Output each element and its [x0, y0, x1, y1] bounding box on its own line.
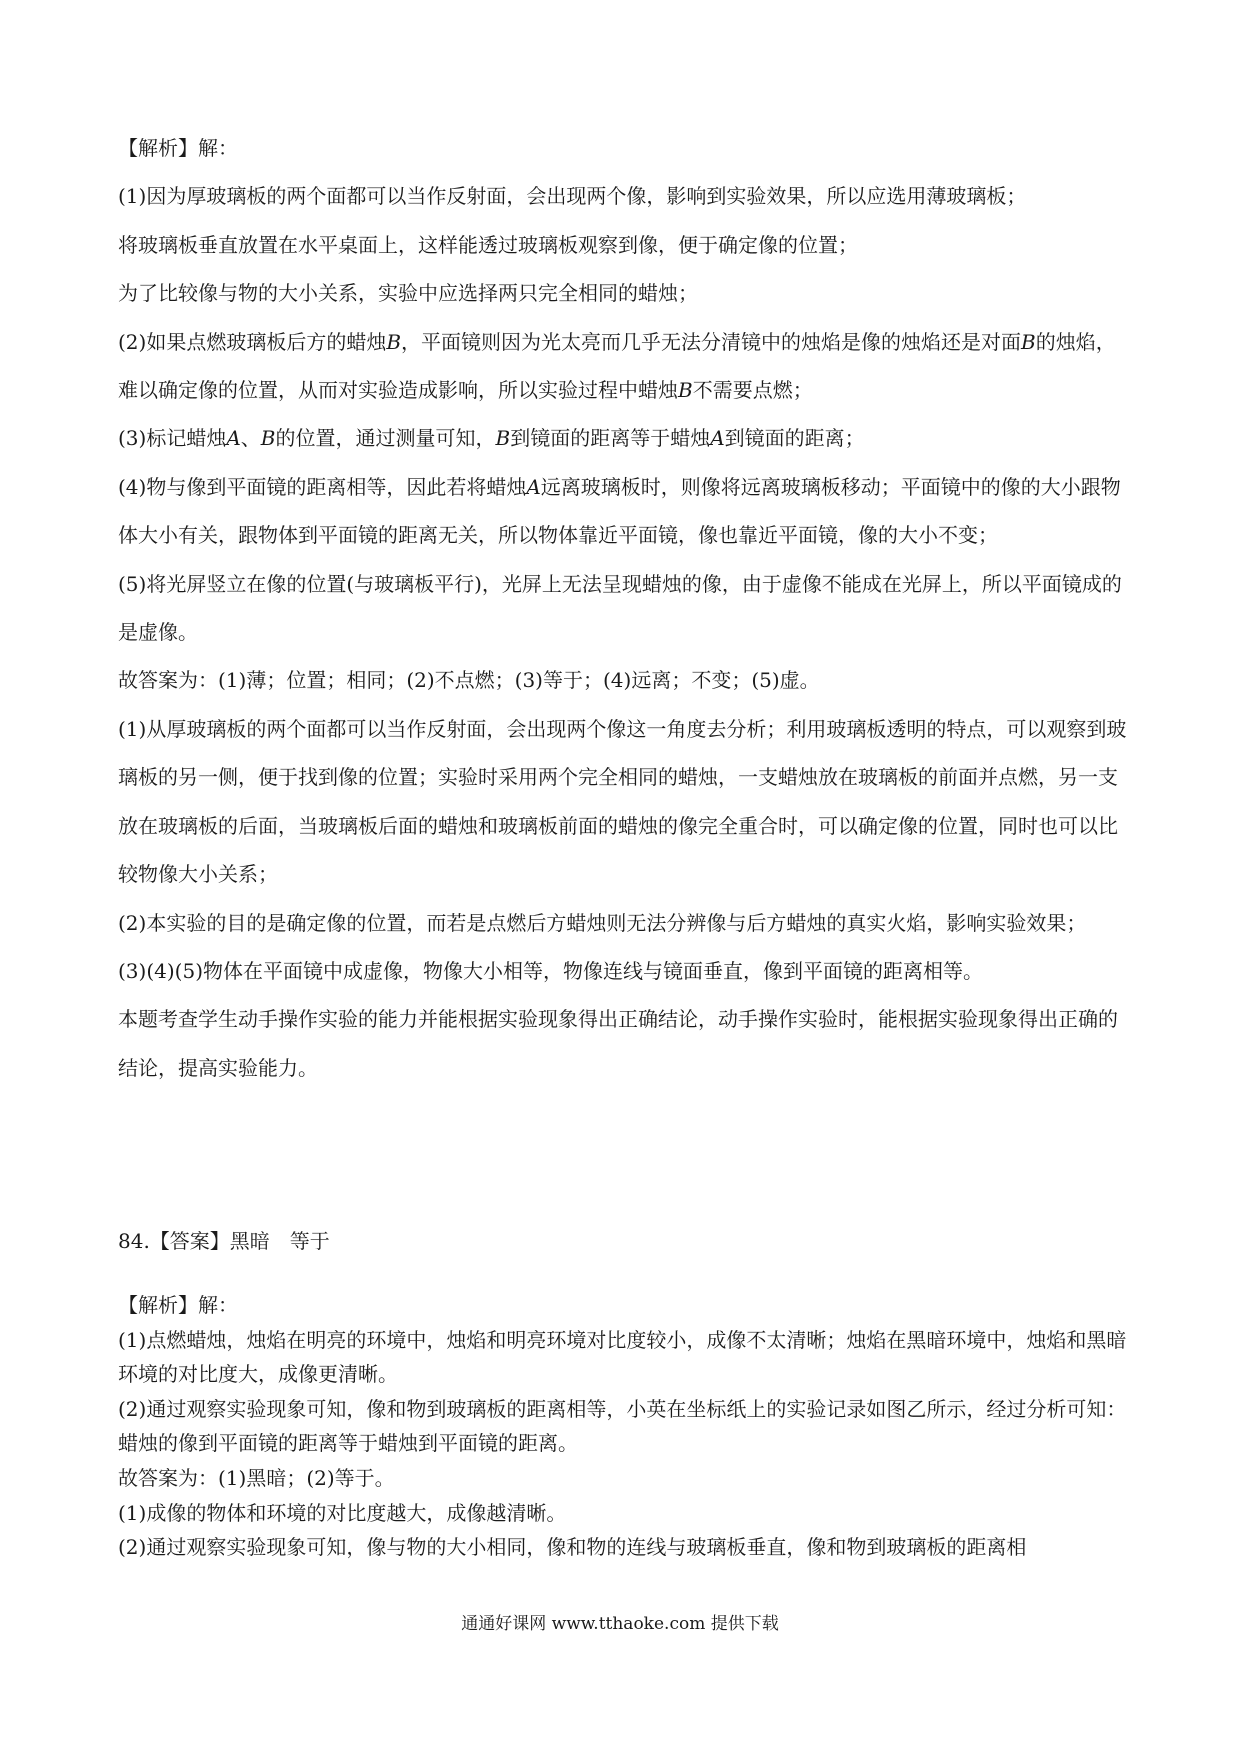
paragraph: (2)通过观察实验现象可知，像与物的大小相同，像和物的连线与玻璃板垂直，像和物到玻璃板的距离相 [118, 1535, 1027, 1560]
paragraph: (2)通过观察实验现象可知，像和物到玻璃板的距离相等，小英在坐标纸上的实验记录如图乙所示，经过分析可知：蜡烛的像到平面镜的距离等于蜡烛到平面镜的距离。 [118, 1396, 1127, 1456]
paragraph: 为了比较像与物的大小关系，实验中应选择两只完全相同的蜡烛； [118, 281, 698, 306]
paragraph: (1)因为厚玻璃板的两个面都可以当作反射面，会出现两个像，影响到实验效果，所以应选用薄玻璃板； [118, 184, 1027, 209]
paragraph: 将玻璃板垂直放置在水平桌面上，这样能透过玻璃板观察到像，便于确定像的位置； [118, 232, 858, 257]
paragraph: (4)物与像到平面镜的距离相等，因此若将蜡烛A远离玻璃板时，则像将远离玻璃板移动；平面镜中的像的大小跟物体大小有关，跟物体到平面镜的距离无关，所以物体靠近平面镜，像也靠近平面镜，像的大小不变； [118, 474, 1121, 548]
analysis-section-84 [118, 1288, 1128, 1565]
answer-84: 84.【答案】黑暗 等于 [118, 1229, 330, 1253]
paragraph: (5)将光屏竖立在像的位置(与玻璃板平行)，光屏上无法呈现蜡烛的像，由于虚像不能成在光屏上，所以平面镜成的是虚像。 [118, 571, 1122, 645]
answer-summary: 故答案为：(1)黑暗；(2)等于。 [118, 1465, 395, 1490]
page-footer: 通通好课网 www.tthaoke.com 提供下载 [461, 1614, 779, 1634]
paragraph: 本题考查学生动手操作实验的能力并能根据实验现象得出正确结论，动手操作实验时，能根据实验现象得出正确的结论，提高实验能力。 [118, 1007, 1118, 1080]
analysis-heading: 【解析】解： [118, 1293, 238, 1317]
analysis-heading: 【解析】解： [118, 136, 238, 160]
paragraph: (1)从厚玻璃板的两个面都可以当作反射面，会出现两个像这一角度去分析；利用玻璃板透明的特点，可以观察到玻璃板的另一侧，便于找到像的位置；实验时采用两个完全相同的蜡烛，一支蜡烛放在玻璃板的前面并点燃，另一支放在玻璃板的后面，当玻璃板后面的蜡烛和玻璃板前面的蜡烛的像完全重合时，可以确定像的位置，同时也可以比较物像大小关系； [118, 716, 1127, 887]
paragraph: (2)本实验的目的是确定像的位置，而若是点燃后方蜡烛则无法分辨像与后方蜡烛的真实火焰，影响实验效果； [118, 910, 1087, 935]
paragraph: (1)点燃蜡烛，烛焰在明亮的环境中，烛焰和明亮环境对比度较小，成像不太清晰；烛焰在黑暗环境中，烛焰和黑暗环境的对比度大，成像更清晰。 [118, 1327, 1127, 1387]
paragraph: (3)(4)(5)物体在平面镜中成虚像，物像大小相等，物像连线与镜面垂直，像到平面镜的距离相等。 [118, 958, 983, 983]
paragraph: (3)标记蜡烛A、B的位置，通过测量可知，B到镜面的距离等于蜡烛A到镜面的距离； [118, 426, 865, 451]
paragraph: (1)成像的物体和环境的对比度越大，成像越清晰。 [118, 1500, 567, 1525]
answer-summary: 故答案为：(1)薄；位置；相同；(2)不点燃；(3)等于；(4)远离；不变；(5)虚。 [118, 668, 820, 693]
analysis-section-83 [118, 124, 1128, 1092]
paragraph: (2)如果点燃玻璃板后方的蜡烛B，平面镜则因为光太亮而几乎无法分清镜中的烛焰是像的烛焰还是对面B的烛焰，难以确定像的位置，从而对实验造成影响，所以实验过程中蜡烛B不需要点燃； [118, 329, 1116, 403]
